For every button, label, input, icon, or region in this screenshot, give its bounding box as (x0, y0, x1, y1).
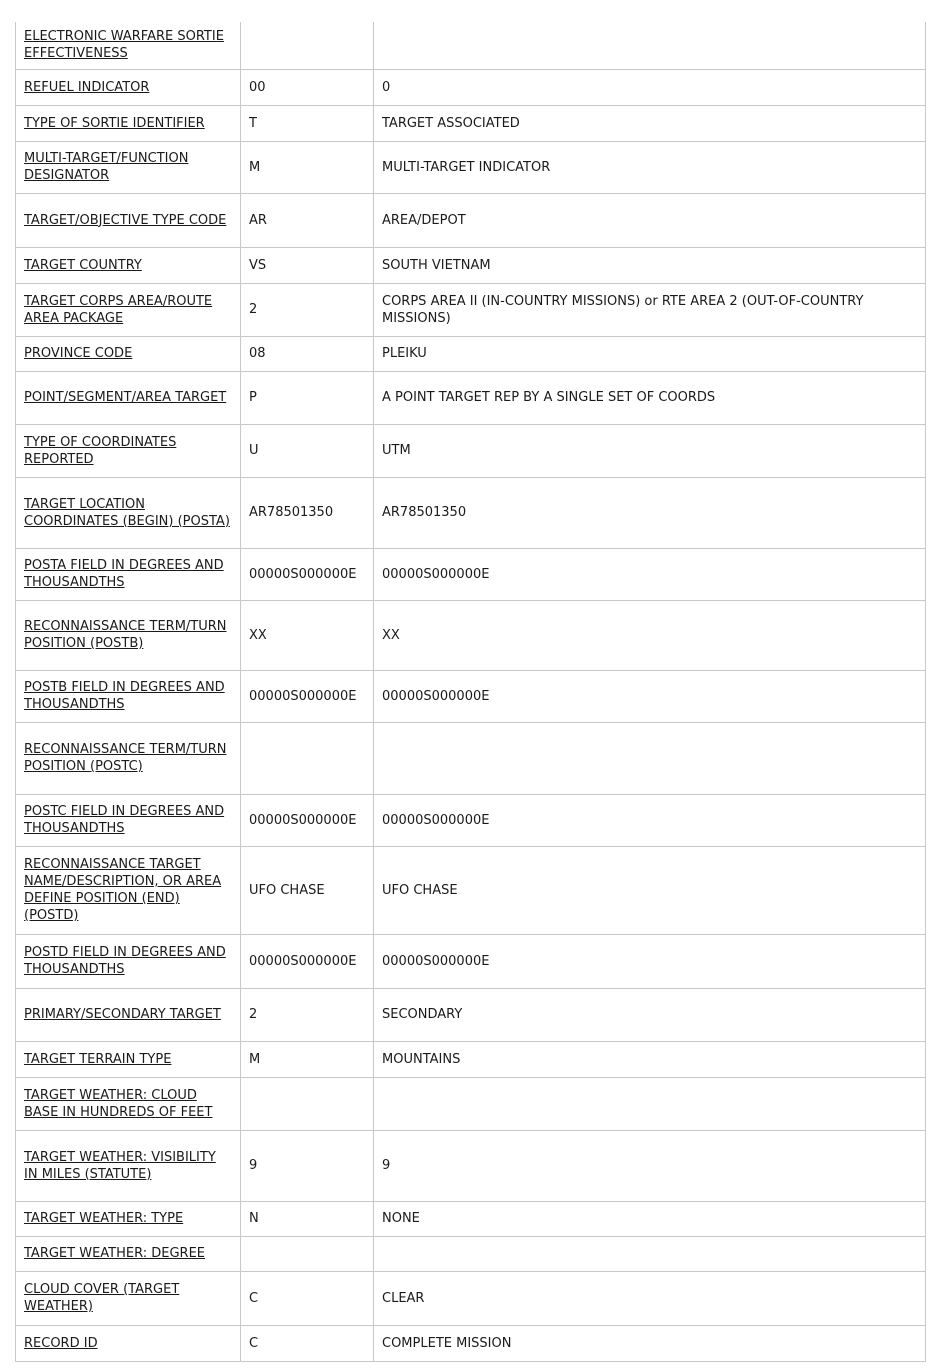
code-value: U (241, 424, 374, 477)
table-row (16, 1201, 926, 1236)
field-cell (16, 670, 241, 722)
table-row (16, 846, 926, 934)
code-description: XX (374, 600, 926, 670)
field-cell (16, 193, 241, 247)
table-row (16, 69, 926, 105)
code-description (374, 722, 926, 794)
field-cell (16, 600, 241, 670)
field-cell (16, 283, 241, 336)
code-description: AR78501350 (374, 477, 926, 548)
field-cell (16, 1201, 241, 1236)
table-row (16, 1130, 926, 1201)
field-cell (16, 141, 241, 193)
code-description (374, 22, 926, 69)
field-name-link[interactable]: TARGET WEATHER: CLOUD BASE IN HUNDREDS OF FEET (24, 1087, 213, 1120)
field-name-link[interactable]: TARGET/OBJECTIVE TYPE CODE (24, 212, 227, 228)
field-name-link[interactable]: POSTC FIELD IN DEGREES AND THOUSANDTHS (24, 804, 225, 836)
code-value: P (241, 371, 374, 424)
code-value: 08 (241, 336, 374, 371)
field-cell (16, 934, 241, 988)
field-name-link[interactable]: TARGET WEATHER: TYPE (24, 1211, 184, 1226)
code-value: XX (241, 600, 374, 670)
code-value: M (241, 141, 374, 193)
code-description: CLEAR (374, 1271, 926, 1325)
code-description: CORPS AREA II (IN-COUNTRY MISSIONS) or RTE AREA 2 (OUT-OF-COUNTRY MISSIONS) (374, 283, 926, 336)
code-value: UFO CHASE (241, 846, 374, 934)
code-description: SECONDARY (374, 988, 926, 1041)
code-value: 00 (241, 69, 374, 105)
table-row (16, 1271, 926, 1325)
table-row (16, 1236, 926, 1271)
field-cell (16, 1271, 241, 1325)
table-row (16, 670, 926, 722)
table-row (16, 283, 926, 336)
code-value: VS (241, 247, 374, 283)
code-description: TARGET ASSOCIATED (374, 105, 926, 141)
record-field-table (15, 22, 926, 1362)
field-cell (16, 1236, 241, 1271)
field-cell (16, 1130, 241, 1201)
code-description: AREA/DEPOT (374, 193, 926, 247)
table-row (16, 548, 926, 600)
code-value: M (241, 1041, 374, 1077)
field-name-link[interactable]: POINT/SEGMENT/AREA TARGET (24, 390, 227, 405)
code-description: UTM (374, 424, 926, 477)
field-name-link[interactable]: POSTB FIELD IN DEGREES AND THOUSANDTHS (24, 680, 225, 712)
field-name-link[interactable]: TARGET TERRAIN TYPE (24, 1051, 172, 1067)
field-cell (16, 477, 241, 548)
code-value: 00000S000000E (241, 934, 374, 988)
table-row (16, 336, 926, 371)
code-value: 00000S000000E (241, 548, 374, 600)
table-row (16, 1041, 926, 1077)
field-name-link[interactable]: TARGET LOCATION COORDINATES (BEGIN) (POSTA) (24, 496, 230, 529)
field-name-link[interactable]: TARGET CORPS AREA/ROUTE AREA PACKAGE (24, 293, 213, 326)
field-cell (16, 69, 241, 105)
code-description: UFO CHASE (374, 846, 926, 934)
table-row (16, 424, 926, 477)
code-description: SOUTH VIETNAM (374, 247, 926, 283)
field-name-link[interactable]: PROVINCE CODE (24, 346, 133, 361)
code-value: N (241, 1201, 374, 1236)
field-name-link[interactable]: RECONNAISSANCE TERM/TURN POSITION (POSTC) (24, 742, 227, 774)
code-value: 2 (241, 988, 374, 1041)
table-row (16, 141, 926, 193)
table-row (16, 600, 926, 670)
field-cell (16, 424, 241, 477)
code-value: C (241, 1325, 374, 1361)
table-row (16, 247, 926, 283)
field-name-link[interactable]: POSTA FIELD IN DEGREES AND THOUSANDTHS (24, 558, 224, 590)
field-cell (16, 22, 241, 69)
code-value: 00000S000000E (241, 670, 374, 722)
code-description: COMPLETE MISSION (374, 1325, 926, 1361)
table-row (16, 193, 926, 247)
table-row (16, 22, 926, 69)
code-value: 00000S000000E (241, 794, 374, 846)
code-value (241, 22, 374, 69)
field-cell (16, 548, 241, 600)
field-cell (16, 988, 241, 1041)
field-name-link[interactable]: TARGET COUNTRY (24, 257, 142, 273)
code-value: AR (241, 193, 374, 247)
field-name-link[interactable]: TYPE OF COORDINATES REPORTED (24, 434, 177, 467)
table-row (16, 988, 926, 1041)
code-description (374, 1077, 926, 1130)
field-name-link[interactable]: TARGET WEATHER: VISIBILITY IN MILES (STATUTE) (24, 1149, 216, 1182)
table-row (16, 1325, 926, 1361)
code-value (241, 1236, 374, 1271)
record-field-table-body (16, 22, 926, 1361)
field-name-link[interactable]: RECONNAISSANCE TARGET NAME/DESCRIPTION, OR AREA DEFINE POSITION (END) (POSTD) (24, 857, 222, 923)
field-cell (16, 336, 241, 371)
code-value: 9 (241, 1130, 374, 1201)
field-name-link[interactable]: CLOUD COVER (TARGET WEATHER) (24, 1282, 180, 1314)
code-value: T (241, 105, 374, 141)
field-cell (16, 722, 241, 794)
field-name-link[interactable]: TYPE OF SORTIE IDENTIFIER (24, 115, 205, 131)
table-row (16, 722, 926, 794)
code-description: NONE (374, 1201, 926, 1236)
code-description: 00000S000000E (374, 548, 926, 600)
field-cell (16, 371, 241, 424)
field-name-link[interactable]: RECONNAISSANCE TERM/TURN POSITION (POSTB) (24, 619, 227, 651)
field-cell (16, 247, 241, 283)
field-cell (16, 1325, 241, 1361)
table-row (16, 794, 926, 846)
code-description: 0 (374, 69, 926, 105)
field-name-link[interactable]: REFUEL INDICATOR (24, 79, 150, 95)
code-description: A POINT TARGET REP BY A SINGLE SET OF COORDS (374, 371, 926, 424)
table-row (16, 477, 926, 548)
field-name-link[interactable]: PRIMARY/SECONDARY TARGET (24, 1007, 221, 1022)
field-name-link[interactable]: TARGET WEATHER: DEGREE (24, 1246, 206, 1261)
code-description: 00000S000000E (374, 934, 926, 988)
table-row (16, 934, 926, 988)
code-description: 9 (374, 1130, 926, 1201)
field-name-link[interactable]: ELECTRONIC WARFARE SORTIE EFFECTIVENESS (24, 29, 224, 62)
field-cell (16, 794, 241, 846)
code-description: 00000S000000E (374, 794, 926, 846)
field-cell (16, 1041, 241, 1077)
code-description: MOUNTAINS (374, 1041, 926, 1077)
field-name-link[interactable]: MULTI-TARGET/FUNCTION DESIGNATOR (24, 151, 189, 183)
code-value (241, 722, 374, 794)
table-row (16, 105, 926, 141)
code-description: 00000S000000E (374, 670, 926, 722)
field-cell (16, 105, 241, 141)
table-row (16, 371, 926, 424)
code-value: AR78501350 (241, 477, 374, 548)
table-row (16, 1077, 926, 1130)
code-description (374, 1236, 926, 1271)
code-value: 2 (241, 283, 374, 336)
code-value: C (241, 1271, 374, 1325)
field-cell (16, 846, 241, 934)
code-value (241, 1077, 374, 1130)
code-description: MULTI-TARGET INDICATOR (374, 141, 926, 193)
code-description: PLEIKU (374, 336, 926, 371)
field-cell (16, 1077, 241, 1130)
field-name-link[interactable]: POSTD FIELD IN DEGREES AND THOUSANDTHS (24, 945, 226, 977)
field-name-link[interactable]: RECORD ID (24, 1335, 98, 1351)
